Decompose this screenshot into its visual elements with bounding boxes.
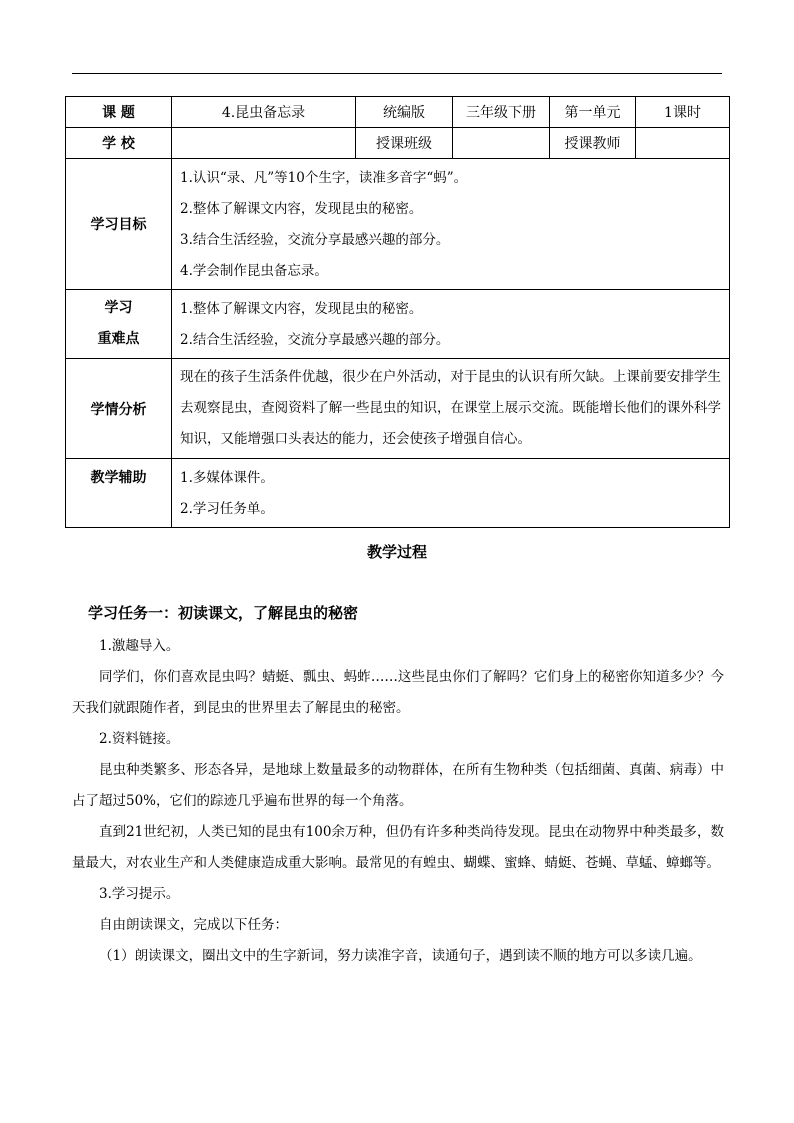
paragraph: 直到21世纪初，人类已知的昆虫有100余万种，但仍有许多种类尚待发现。昆虫在动物界中种类最多，数量最大，对农业生产和人类健康造成重大影响。最常见的有蝗虫、蝴蝶、蜜蜂、蜻蜓、苍蝇、草蜢、蟑螂等。 [72, 824, 724, 871]
paragraph: 3.学习提示。 [99, 886, 180, 902]
lesson-info-table [65, 96, 730, 528]
paragraph: 同学们，你们喜欢昆虫吗？蜻蜓、瓢虫、蚂蚱……这些昆虫你们了解吗？它们身上的秘密你知道多少？今天我们就跟随作者，到昆虫的世界里去了解昆虫的秘密。 [72, 669, 724, 716]
table-row-aids [66, 459, 730, 528]
aids-list [172, 459, 730, 528]
keypoints-label [66, 290, 172, 359]
grade: 三年级下册 [453, 97, 550, 128]
list-item: 1.整体了解课文内容，发现昆虫的秘密。 [180, 301, 423, 317]
topic-label: 课 题 [66, 97, 172, 128]
paragraph: 自由朗读课文，完成以下任务： [99, 917, 288, 933]
header-rule [72, 73, 722, 74]
table-row-topic [66, 97, 730, 128]
edition: 统编版 [356, 97, 453, 128]
task-title: 学习任务一：初读课文，了解昆虫的秘密 [88, 604, 359, 622]
aids-label: 教学辅助 [66, 459, 172, 528]
keypoints-list [172, 290, 730, 359]
table-row-analysis [66, 359, 730, 459]
paragraph: （1）朗读课文，圈出文中的生字新词，努力读准字音，读通句子，遇到读不顺的地方可以多读几遍。 [99, 948, 702, 964]
goals-label: 学习目标 [66, 159, 172, 290]
body-text [72, 631, 724, 972]
school-label: 学 校 [66, 128, 172, 159]
teacher-value [636, 128, 730, 159]
list-item: 2.结合生活经验，交流分享最感兴趣的部分。 [180, 332, 450, 348]
table-row-keypoints [66, 290, 730, 359]
list-item: 1.认识“录、凡”等10个生字，读准多音字“蚂”。 [180, 170, 468, 186]
analysis-text: 现在的孩子生活条件优越，很少在户外活动，对于昆虫的认识有所欠缺。上课前要安排学生去观察昆虫，查阅资料了解一些昆虫的知识，在课堂上展示交流。既能增长他们的课外科学知识，又能增强口头表达的能力，还会使孩子增强自信心。 [172, 359, 730, 459]
table-row-goals [66, 159, 730, 290]
section-title: 教学过程 [366, 543, 427, 561]
class-hours: 1课时 [636, 97, 730, 128]
paragraph: 2.资料链接。 [99, 731, 180, 747]
table-row-school [66, 128, 730, 159]
paragraph: 昆虫种类繁多、形态各异，是地球上数量最多的动物群体，在所有生物种类（包括细菌、真菌、病毒）中占了超过50%，它们的踪迹几乎遍布世界的每一个角落。 [72, 762, 724, 809]
list-item: 2.整体了解课文内容，发现昆虫的秘密。 [180, 201, 423, 217]
keypoints-label-line1: 学习 [104, 300, 133, 316]
list-item: 4.学会制作昆虫备忘录。 [180, 263, 328, 279]
paragraph: 1.激趣导入。 [99, 638, 180, 654]
analysis-label: 学情分析 [66, 359, 172, 459]
list-item: 1.多媒体课件。 [180, 470, 274, 486]
keypoints-label-line2: 重难点 [97, 331, 140, 347]
unit: 第一单元 [550, 97, 636, 128]
class-value [453, 128, 550, 159]
teacher-label: 授课教师 [550, 128, 636, 159]
list-item: 2.学习任务单。 [180, 501, 274, 517]
list-item: 3.结合生活经验，交流分享最感兴趣的部分。 [180, 232, 450, 248]
class-label: 授课班级 [356, 128, 453, 159]
goals-list [172, 159, 730, 290]
lesson-title: 4.昆虫备忘录 [172, 97, 356, 128]
school-value [172, 128, 356, 159]
